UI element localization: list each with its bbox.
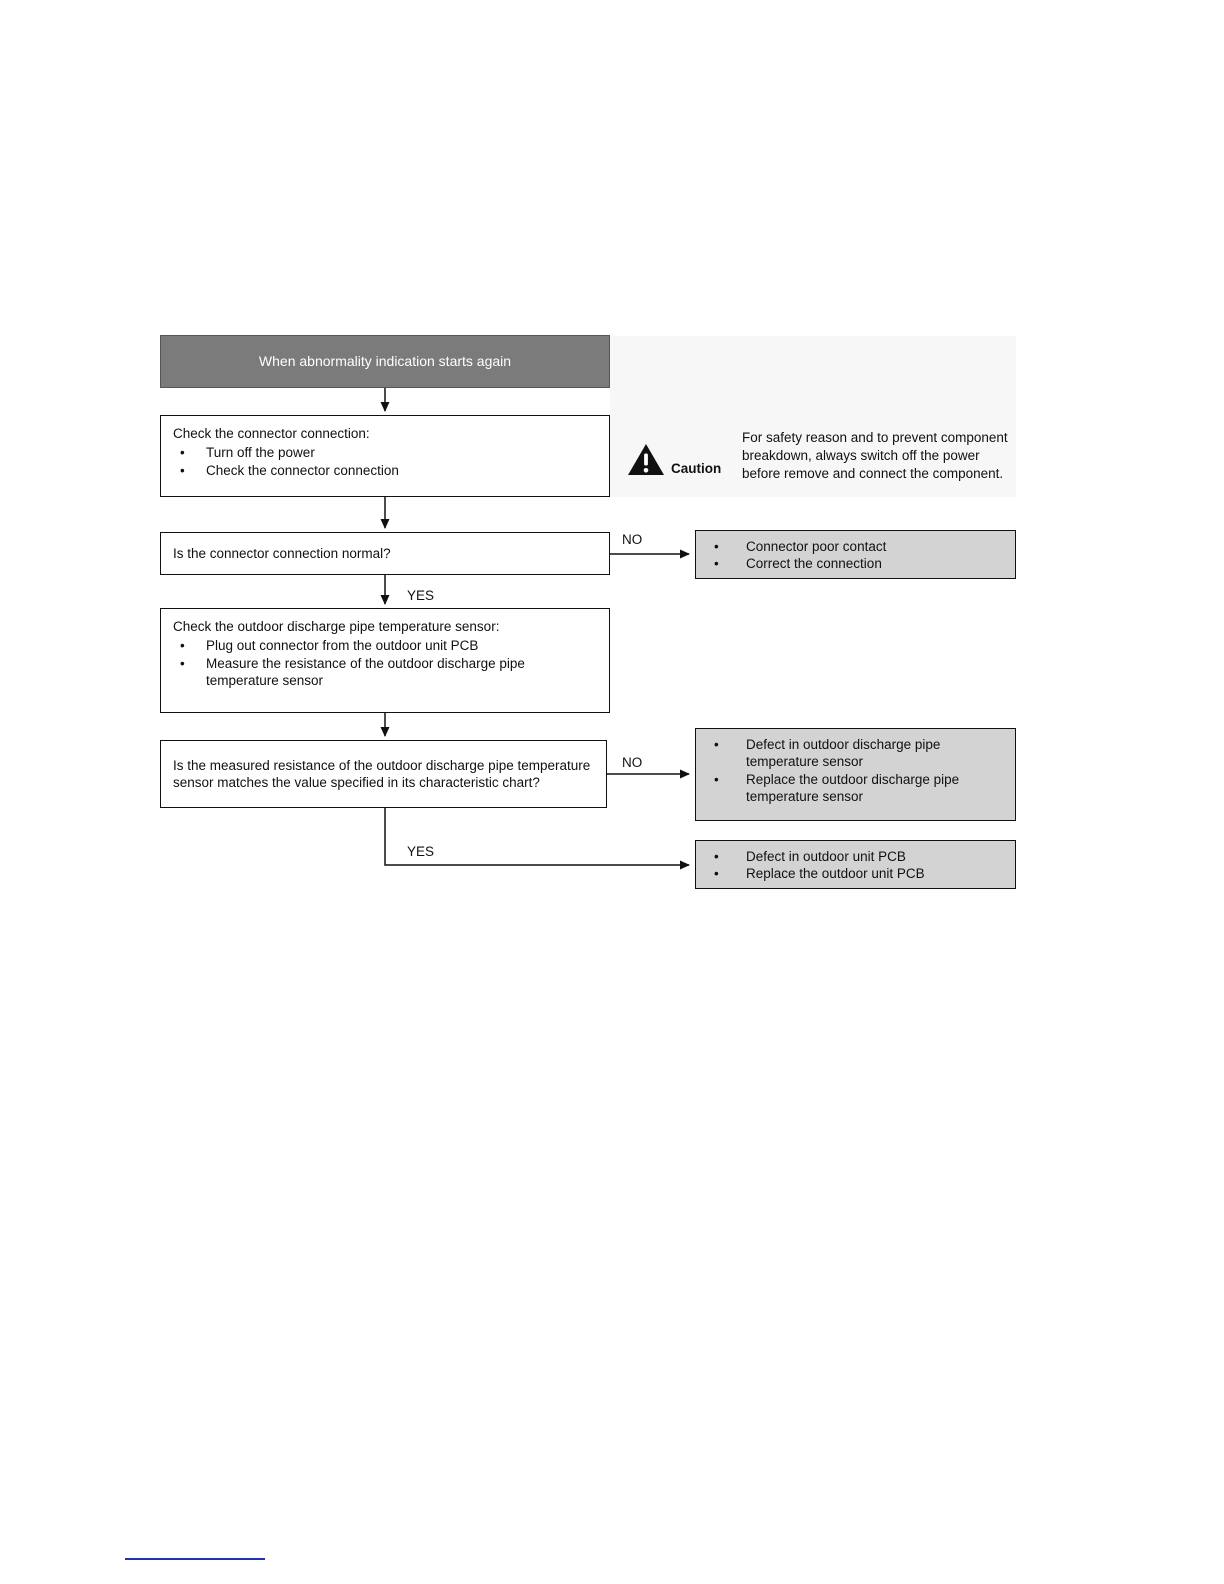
result-sensor-box <box>695 728 1016 821</box>
bullet-text: • Plug out connector from the outdoor unit PCB <box>206 638 479 654</box>
caution-label: Caution <box>671 461 722 476</box>
bullet-item <box>173 444 597 461</box>
bullet-text: • Check the connector connection <box>206 462 399 478</box>
check-connector-box <box>160 415 610 497</box>
bullet-item <box>706 771 1005 806</box>
bullet-text: • Defect in outdoor unit PCB <box>746 849 906 864</box>
bullet-text: • Replace the outdoor unit PCB <box>746 866 925 882</box>
footer-rule <box>125 1558 265 1560</box>
no-label-2: NO <box>622 755 643 770</box>
decision-connector-box <box>160 532 610 575</box>
start-box <box>160 335 610 388</box>
decision-resistance-text: Is the measured resistance of the outdoor discharge pipe temperature sensor matches the value specified in its characteristic chart? <box>173 757 591 790</box>
bullet-item <box>706 736 1005 771</box>
bullet-text: • Measure the resistance of the outdoor discharge pipe temperature sensor <box>206 655 525 688</box>
bullet-item <box>706 555 1005 572</box>
caution-warning-icon <box>627 443 665 477</box>
caution-text: For safety reason and to prevent component breakdown, always switch off the power before remove and connect the component. <box>742 430 1008 481</box>
check-connector-title: Check the connector connection: <box>173 426 370 441</box>
no-label-1: NO <box>622 532 643 547</box>
result-connector-box <box>695 530 1016 579</box>
decision-resistance-box <box>160 740 607 808</box>
result-pcb-box <box>695 840 1016 889</box>
bullet-text: • Defect in outdoor discharge pipe temperature sensor <box>746 737 941 770</box>
caution-group <box>627 443 721 477</box>
check-sensor-title: Check the outdoor discharge pipe temperature sensor: <box>173 619 500 634</box>
check-sensor-box <box>160 608 610 713</box>
decision-connector-text: Is the connector connection normal? <box>173 545 391 561</box>
yes-label-1: YES <box>407 588 435 603</box>
yes-label-2: YES <box>407 844 435 859</box>
bullet-item <box>173 462 597 479</box>
bullet-item <box>173 637 597 654</box>
bullet-item <box>706 865 1005 882</box>
bullet-text: • Correct the connection <box>746 556 882 572</box>
bullet-item <box>706 538 1005 555</box>
bullet-item <box>173 655 597 690</box>
bullet-text: • Replace the outdoor discharge pipe temperature sensor <box>746 771 960 804</box>
start-label: When abnormality indication starts again <box>258 352 512 369</box>
bullet-item <box>706 848 1005 865</box>
bullet-text: • Turn off the power <box>206 445 315 461</box>
bullet-text: • Connector poor contact <box>746 539 887 554</box>
